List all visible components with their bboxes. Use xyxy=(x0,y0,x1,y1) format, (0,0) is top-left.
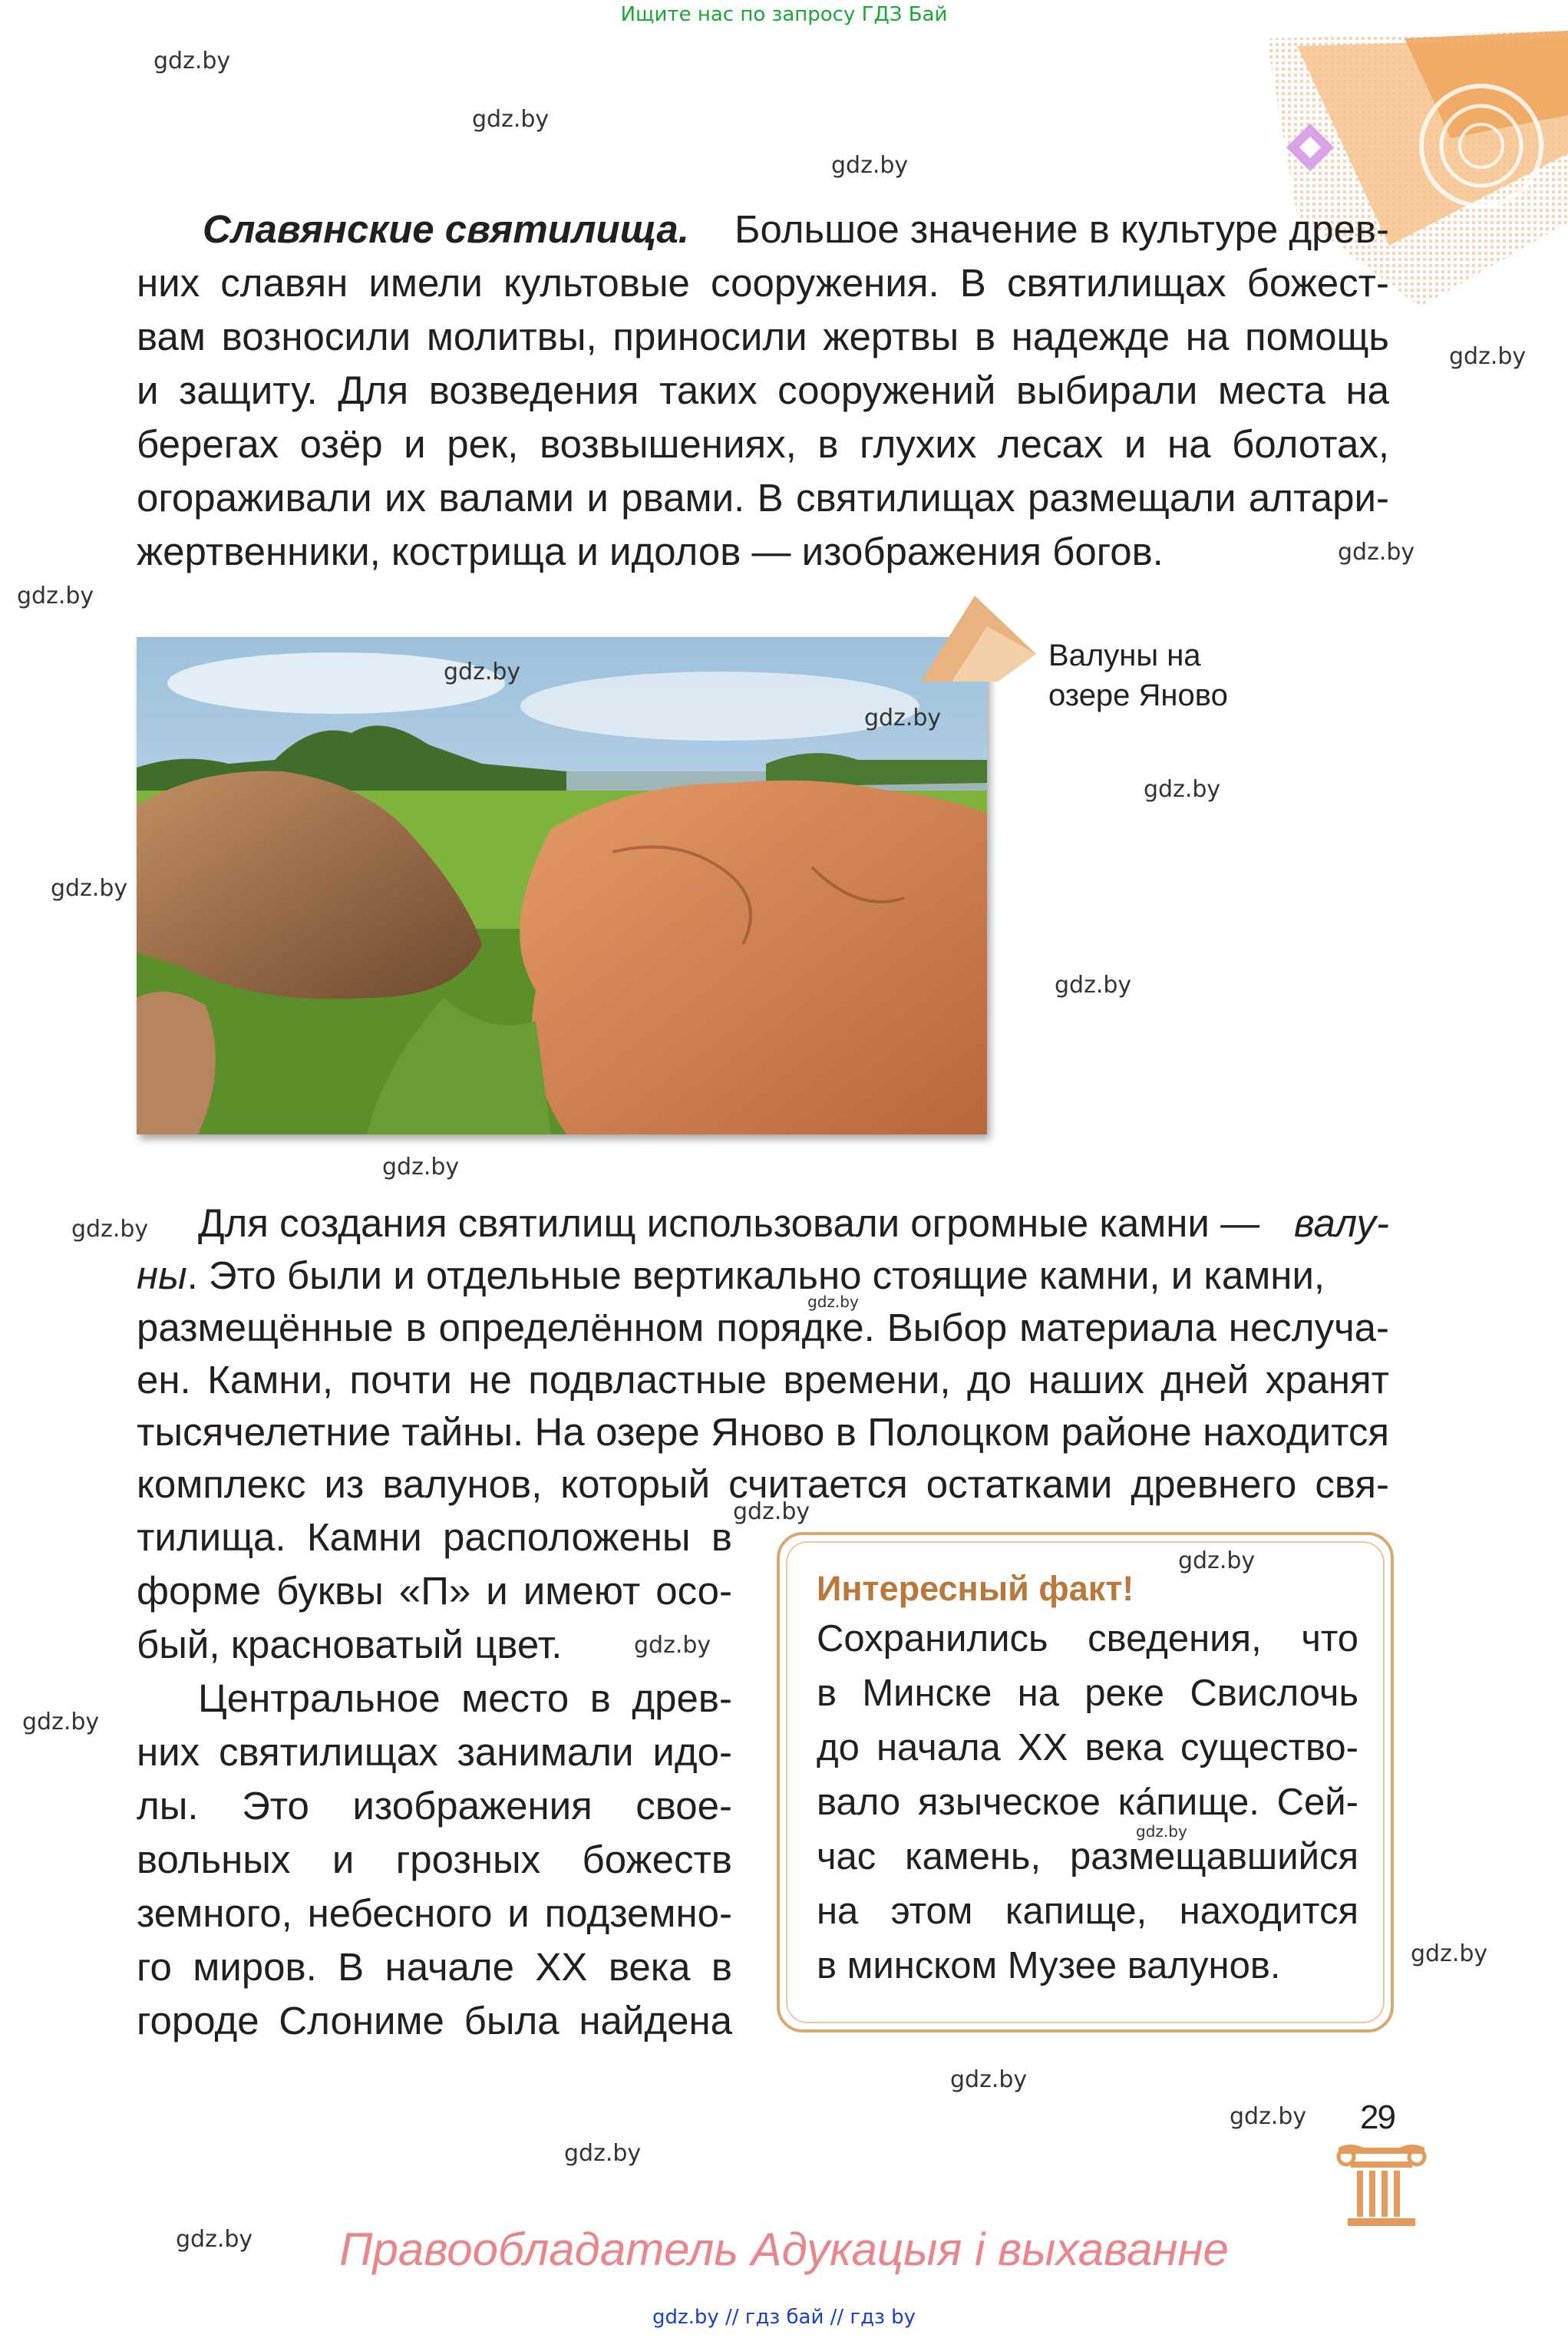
interesting-fact-box xyxy=(777,1532,1394,2033)
paragraph-line: вольных и грозных божеств xyxy=(137,1838,732,1881)
watermark: gdz.by xyxy=(1136,1822,1187,1841)
intro-paragraph xyxy=(137,203,1389,579)
watermark: gdz.by xyxy=(1144,776,1221,803)
watermark: gdz.by xyxy=(176,2226,253,2253)
paragraph-line: огораживали их валами и рвами. В святилищах размещали алтари- xyxy=(137,476,1389,520)
bottom-links[interactable]: gdz.by // гдз бай // гдз by xyxy=(652,2306,916,2329)
watermark: gdz.by xyxy=(733,1498,810,1525)
fact-line: на этом капище, находится xyxy=(817,1891,1358,1932)
paragraph-line: го миров. В начале XX века в xyxy=(137,1945,732,1989)
paragraph-line xyxy=(137,203,1389,256)
boulders-photo xyxy=(137,637,987,1134)
watermark: gdz.by xyxy=(564,2140,642,2167)
italic-term: валу- xyxy=(1294,1201,1389,1245)
paragraph-line: ен. Камни, почти не подвластные времени, до наших дней хранят xyxy=(137,1358,1389,1402)
paragraph-line: них славян имели культовые сооружения. В святилищах божест- xyxy=(137,261,1389,305)
paragraph-line: тилища. Камни расположены в xyxy=(137,1515,732,1559)
paragraph-line: жертвенники, кострища и идолов — изображения богов. xyxy=(137,530,1164,573)
page-number: 29 xyxy=(1360,2099,1395,2136)
paragraph-line xyxy=(137,1197,1389,1250)
watermark: gdz.by xyxy=(1055,972,1132,999)
column-icon xyxy=(1335,2142,1428,2227)
paragraph-line: вам возносили молитвы, приносили жертвы в надежде на помощь xyxy=(137,315,1389,358)
watermark: gdz.by xyxy=(1338,539,1415,566)
paragraph-line: и защиту. Для возведения таких сооружений выбирали места на xyxy=(137,368,1389,412)
paragraph-line: Центральное место в древ- xyxy=(198,1676,732,1720)
idols-paragraph xyxy=(137,1672,732,2048)
paragraph-line: форме буквы «П» и имеют осо- xyxy=(137,1569,732,1613)
watermark: gdz.by xyxy=(1230,2103,1307,2130)
watermark: gdz.by xyxy=(1449,343,1527,370)
boulders-paragraph xyxy=(137,1197,1389,1511)
italic-term: ны xyxy=(137,1253,187,1297)
watermark: gdz.by xyxy=(807,1293,859,1311)
watermark: gdz.by xyxy=(444,659,521,685)
fact-line: час камень, размещавшийся xyxy=(817,1836,1358,1877)
paragraph-line: бый, красноватый цвет. xyxy=(137,1623,563,1666)
watermark: gdz.by xyxy=(1178,1547,1256,1574)
fact-line: в Минске на реке Свислочь xyxy=(817,1673,1358,1714)
section-heading: Славянские святилища. xyxy=(203,207,689,251)
top-banner[interactable]: Ищите нас по запросу ГДЗ Бай xyxy=(620,3,948,26)
watermark: gdz.by xyxy=(17,583,94,609)
fact-text xyxy=(817,1612,1358,1993)
caption-arrow-icon xyxy=(921,596,1044,688)
fact-title: Интересный факт! xyxy=(817,1569,1134,1608)
copyright-line: Правообладатель Адукацыя і выхаванне xyxy=(339,2224,1229,2275)
paragraph-line: них святилищах занимали идо- xyxy=(137,1730,732,1774)
watermark: gdz.by xyxy=(51,875,128,902)
photo-caption xyxy=(1048,636,1228,715)
paragraph-line: комплекс из валунов, который считается остатками древнего свя- xyxy=(137,1462,1389,1506)
watermark: gdz.by xyxy=(472,106,550,133)
paragraph-line: тысячелетние тайны. На озере Яново в Полоцком районе находится xyxy=(137,1410,1389,1454)
watermark: gdz.by xyxy=(71,1216,149,1243)
watermark: gdz.by xyxy=(22,1709,100,1735)
paragraph-line-text: Большое значение в культуре древ- xyxy=(734,207,1389,251)
caption-line: Валуны на xyxy=(1048,639,1201,672)
watermark: gdz.by xyxy=(831,152,909,179)
fact-line: Сохранились сведения, что xyxy=(817,1618,1358,1659)
watermark: gdz.by xyxy=(153,48,231,74)
fact-line: в минском Музее валунов. xyxy=(817,1945,1281,1986)
watermark: gdz.by xyxy=(864,705,942,731)
watermark: gdz.by xyxy=(1411,1940,1488,1967)
paragraph-line: размещённые в определённом порядке. Выбор материала неслуча- xyxy=(137,1306,1389,1349)
fact-line: до начала XX века существо- xyxy=(817,1727,1358,1768)
paragraph-line xyxy=(137,1250,1389,1302)
caption-line: озере Яново xyxy=(1048,679,1228,712)
fact-line: вало языческое ка́пище. Сей- xyxy=(817,1782,1358,1823)
paragraph-line: городе Слониме была найдена xyxy=(137,1999,732,2042)
watermark: gdz.by xyxy=(382,1154,460,1181)
watermark: gdz.by xyxy=(950,2066,1028,2093)
paragraph-line-text: Для создания святилищ использовали огромные камни — xyxy=(198,1201,1260,1245)
paragraph-line: лы. Это изображения свое- xyxy=(137,1784,732,1828)
paragraph-line: берегах озёр и рек, возвышениях, в глухих лесах и на болотах, xyxy=(137,422,1389,466)
paragraph-line: земного, небесного и подземно- xyxy=(137,1891,732,1935)
paragraph-line-text: . Это были и отдельные вертикально стоящие камни, и камни, xyxy=(187,1253,1325,1297)
watermark: gdz.by xyxy=(634,1632,711,1659)
